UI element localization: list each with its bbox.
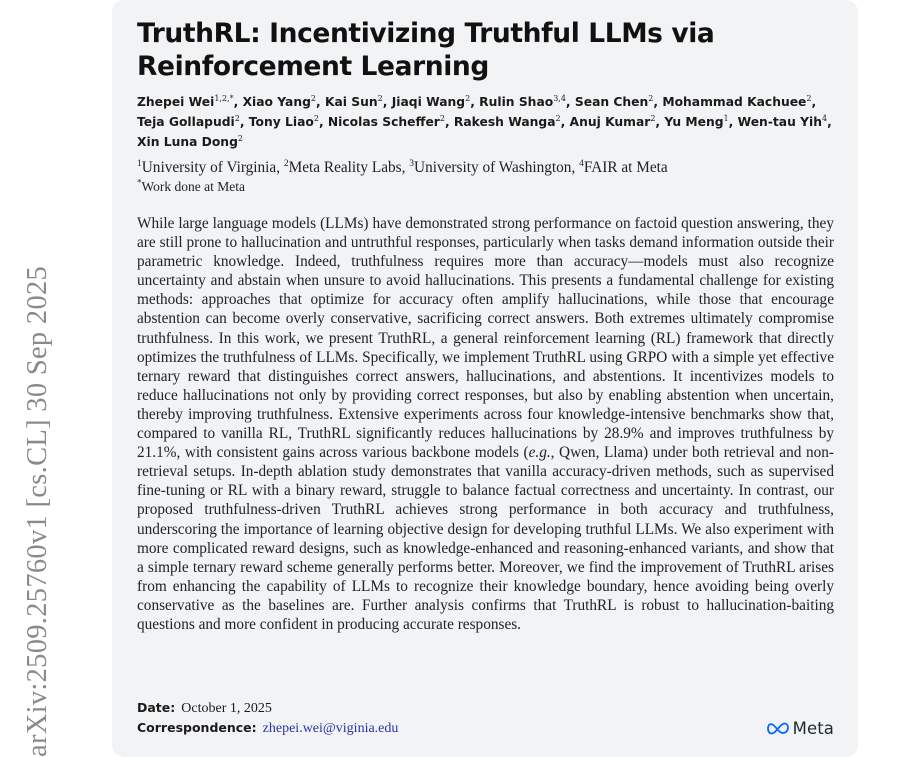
meta-logo [766, 719, 834, 738]
author [249, 115, 319, 129]
author-name: Mohammad Kachuee [662, 95, 807, 109]
author-name: Sean Chen [574, 95, 649, 109]
author-name: Rulin Shao [479, 95, 554, 109]
author-affiliation-marker: 2 [234, 113, 240, 123]
author-name: Tony Liao [248, 115, 314, 129]
meta-logo-text: Meta [792, 719, 834, 738]
affiliation-marker: 3 [409, 158, 415, 169]
author-name: Zhepei Wei [137, 95, 215, 109]
author-name: Xin Luna Dong [137, 135, 238, 149]
author-affiliation-marker: 2 [310, 93, 317, 103]
affiliation: FAIR at Meta [583, 159, 668, 176]
author-name: Anuj Kumar [569, 115, 651, 129]
abstract-eg: e.g. [528, 444, 551, 462]
author [137, 135, 243, 149]
affiliation-marker: 2 [283, 158, 289, 169]
author-name: Xiao Yang [242, 95, 311, 109]
correspondence-email-link[interactable]: zhepei.wei@viginia.edu [262, 721, 399, 736]
author [454, 115, 561, 129]
author-affiliation-marker: 2 [377, 93, 383, 103]
author-affiliation-marker: 3,4 [553, 93, 566, 103]
affiliation: Meta Reality Labs [288, 159, 402, 176]
author-affiliation-marker: 2 [465, 93, 471, 103]
affiliation-list: $^1$University of Virginia, $^2$Meta Reality Labs, $^3$University of Washington, $^4$FAIR at Meta [137, 158, 668, 176]
affiliation-marker: 4 [579, 158, 584, 169]
affiliation-marker: 1 [137, 158, 142, 169]
author-affiliation-marker: 2 [313, 113, 319, 123]
affiliation: University of Washington [414, 159, 572, 176]
work-note [137, 178, 245, 196]
work-note-text: Work done at Meta [141, 179, 246, 194]
author-list: Zhepei Wei$^{1,2,*}$, Xiao Yang$^2$, Kai Sun$^2$, Jiaqi Wang$^2$, Rulin Shao$^{3,4}$, Sean Chen$^2$, Mohammad Kachuee$^2$, Teja Gollapudi$^2$, Tony Liao$^2$, Nicolas Scheffer$^2$, Rakesh Wanga$^2$, Anuj Kumar$^2$, Yu Meng$^1$, Wen-tau Yih$^4$, Xin Luna Dong$^2$ [137, 93, 832, 149]
author [479, 95, 566, 109]
date-value: October 1, 2025 [181, 701, 272, 716]
author [243, 95, 316, 109]
date-row [137, 699, 272, 718]
author-affiliation-marker: 1 [723, 113, 729, 123]
author-affiliation-marker: 1,2,* [214, 93, 234, 103]
abstract-text-continued: , Qwen, Llama) under both retrieval and non-retrieval setups. In-depth ablation study demonstrates that vanilla accuracy-driven methods, such as supervised fine-tuning or RL with a binary reward, struggle to balance factual correctness and uncertainty. In contrast, our proposed truthfulness-driven TruthRL achieves strong performance in both accuracy and truthfulness, underscoring the importance of learning objective design for developing truthful LLMs. We also experiment with more complicated reward designs, such as knowledge-enhanced and reasoning-enhanced variants, and show that a simple ternary reward scheme generally performs better. Moreover, we find the improvement of TruthRL arises from enhancing the capability of LLMs to recognize their knowledge boundary, hence avoiding being overly conservative as the baselines are. Further analysis confirms that TruthRL is robust to hallucination-baiting questions and more confident in producing accurate responses. [137, 444, 834, 633]
author [570, 115, 656, 129]
date-label: Date: [137, 700, 176, 715]
author-name: Yu Meng [664, 115, 724, 129]
author-affiliation-marker: 2 [806, 93, 812, 103]
author [664, 115, 728, 129]
author-affiliation-marker: 2 [439, 113, 445, 123]
author-affiliation-marker: 2 [648, 93, 654, 103]
author-affiliation-marker: 2 [650, 113, 656, 123]
author [137, 95, 234, 109]
author [137, 115, 240, 129]
author-affiliation-marker: 2 [237, 133, 243, 143]
author-name: Teja Gollapudi [137, 115, 235, 129]
author-name: Kai Sun [324, 95, 378, 109]
arxiv-identifier: arXiv:2509.25760v1 [cs.CL] 30 Sep 2025 [22, 265, 53, 757]
paper-title: TruthRL: Incentivizing Truthful LLMs via Reinforcement Learning [137, 18, 715, 82]
author [575, 95, 654, 109]
paper-header-card [112, 0, 858, 757]
author [392, 95, 470, 109]
abstract [137, 214, 834, 634]
affiliation: University of Virginia [141, 159, 277, 176]
correspondence-row [137, 719, 398, 738]
meta-infinity-icon [766, 722, 790, 735]
abstract-text: While large language models (LLMs) have demonstrated strong performance on factoid question answering, they are still prone to hallucination and untruthful responses, particularly when tasks demand information outside their parametric knowledge. Indeed, truthfulness requires more than accuracy—models must also recognize uncertainty and abstain when unsure to avoid hallucinations. This presents a fundamental challenge for existing methods: approaches that optimize for accuracy often amplify hallucinations, while those that encourage abstention can become overly conservative, sacrificing correct answers. Both extremes ultimately compromise truthfulness. In this work, we present TruthRL, a general reinforcement learning (RL) framework that directly optimizes the truthfulness of LLMs. Specifically, we implement TruthRL using GRPO with a simple yet effective ternary reward that distinguishes correct answers, hallucinations, and abstentions. It incentivizes models to reduce hallucinations not only by providing correct responses, but also by enabling abstention when uncertain, thereby improving truthfulness. Extensive experiments across four knowledge-intensive benchmarks show that, compared to vanilla RL, TruthRL significantly reduces hallucinations by 28.9% and improves truthfulness by 21.1%, with consistent gains across various backbone models ( [137, 215, 834, 462]
author [662, 95, 811, 109]
work-note-marker: * [137, 177, 142, 188]
author [328, 115, 445, 129]
correspondence-label: Correspondence: [137, 720, 257, 735]
author-affiliation-marker: 4 [822, 113, 828, 123]
author-name: Rakesh Wanga [453, 115, 556, 129]
author-affiliation-marker: 2 [555, 113, 561, 123]
author-name: Nicolas Scheffer [327, 115, 440, 129]
author [325, 95, 383, 109]
author-name: Jiaqi Wang [391, 95, 466, 109]
author-name: Wen-tau Yih [737, 115, 823, 129]
author [738, 115, 828, 129]
